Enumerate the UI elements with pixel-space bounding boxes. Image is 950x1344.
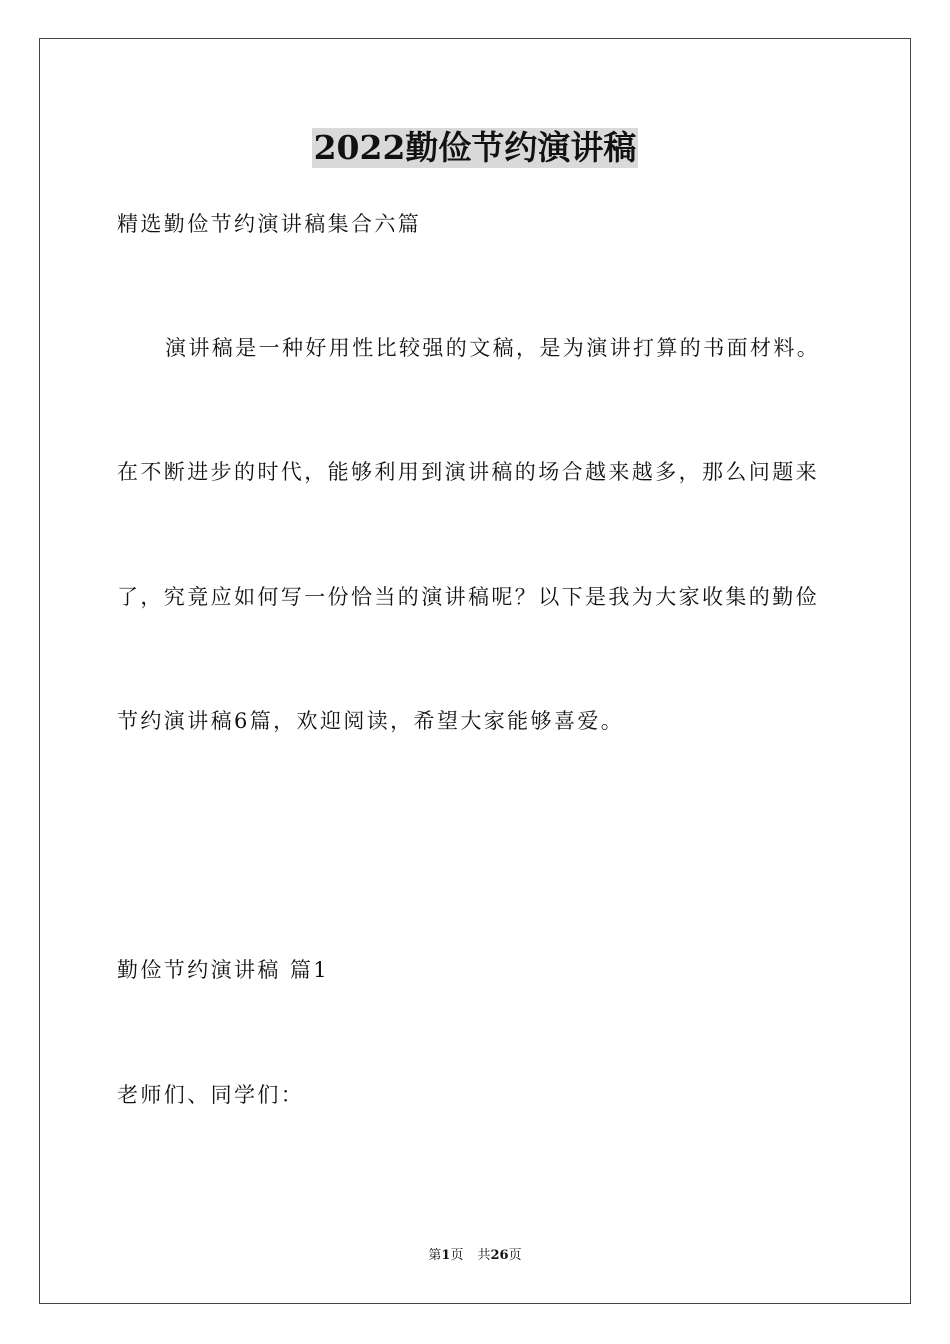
- title-wrap: [0, 128, 950, 168]
- footer-page-number: 1: [441, 1248, 451, 1263]
- document-title: 2022勤俭节约演讲稿: [313, 128, 637, 167]
- footer-page-suffix: 页: [450, 1248, 464, 1263]
- footer-total-prefix: 共: [477, 1248, 491, 1263]
- footer-total-pages: 26: [490, 1248, 509, 1263]
- footer-page-prefix: 第: [428, 1248, 442, 1263]
- footer-total-suffix: 页: [508, 1248, 522, 1263]
- intro-line-3: 了，究竟应如何写一份恰当的演讲稿呢？以下是我为大家收集的勤俭: [117, 585, 819, 609]
- intro-line-1: 演讲稿是一种好用性比较强的文稿，是为演讲打算的书面材料。: [165, 336, 821, 360]
- intro-line-4: 节约演讲稿6篇，欢迎阅读，希望大家能够喜爱。: [117, 709, 625, 733]
- section-heading: 勤俭节约演讲稿 篇1: [117, 958, 330, 982]
- greeting: 老师们、同学们：: [117, 1083, 305, 1107]
- intro-line-2: 在不断进步的时代，能够利用到演讲稿的场合越来越多，那么问题来: [117, 460, 819, 484]
- subtitle: 精选勤俭节约演讲稿集合六篇: [117, 212, 422, 236]
- page-footer: [0, 1247, 950, 1265]
